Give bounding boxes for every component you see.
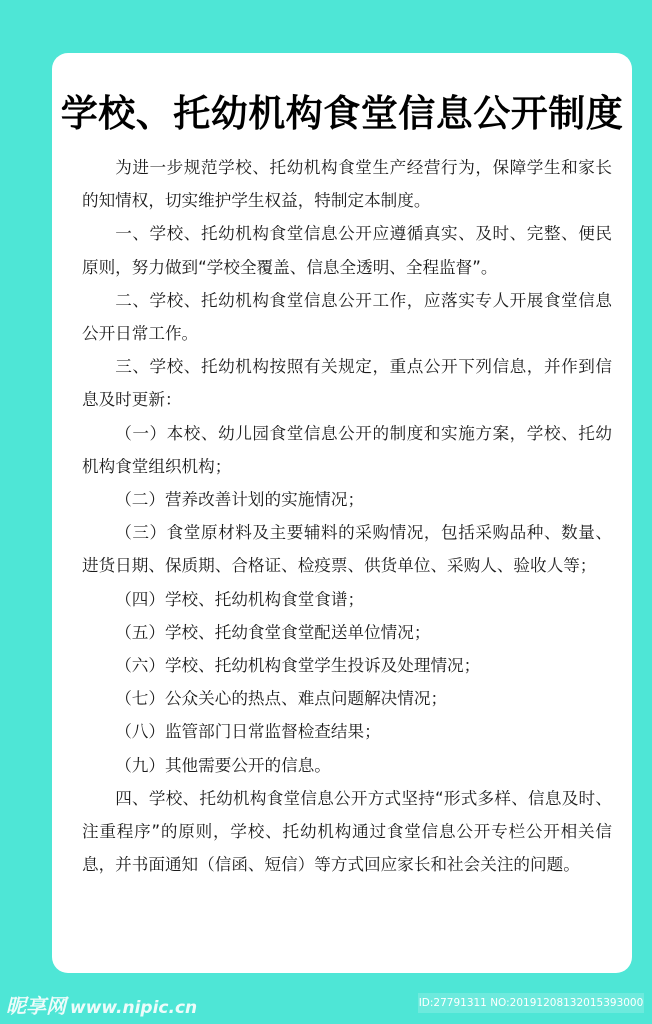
watermark-url: www.nipic.cn [70, 998, 198, 1018]
clause-3-item-2: （二）营养改善计划的实施情况； [115, 490, 365, 510]
clause-3-item-9: （九）其他需要公开的信息。 [115, 755, 331, 775]
clause-1: 一、学校、托幼机构食堂信息公开应遵循真实、及时、完整、便民原则，努力做到“学校全覆盖、信息全透明、全程监督”。 [82, 224, 612, 277]
clause-3-item-1: （一）本校、幼儿园食堂信息公开的制度和实施方案，学校、托幼机构食堂组织机构； [82, 423, 612, 476]
intro-paragraph: 为进一步规范学校、托幼机构食堂生产经营行为，保障学生和家长的知情权，切实维护学生权益，特制定本制度。 [82, 158, 612, 211]
clause-3-item-5: （五）学校、托幼食堂食堂配送单位情况； [115, 622, 431, 642]
clause-3-item-3: （三）食堂原材料及主要辅料的采购情况，包括采购品种、数量、进货日期、保质期、合格证、检疫票、供货单位、采购人、验收人等； [82, 523, 612, 576]
watermark-brand: 昵享网 [6, 994, 66, 1018]
clause-3-item-7: （七）公众关心的热点、难点问题解决情况； [115, 689, 448, 709]
notice-body [82, 151, 612, 881]
clause-3: 三、学校、托幼机构按照有关规定，重点公开下列信息，并作到信息及时更新： [82, 357, 612, 410]
clause-2: 二、学校、托幼机构食堂信息公开工作，应落实专人开展食堂信息公开日常工作。 [82, 290, 612, 344]
page-title: 学校、托幼机构食堂信息公开制度 [60, 92, 624, 135]
clause-4: 四、学校、托幼机构食堂信息公开方式坚持“形式多样、信息及时、注重程序”的原则，学校、托幼机构通过食堂信息公开专栏公开相关信息，并书面通知（信函、短信）等方式回应家长和社会关注的问题。 [82, 788, 612, 875]
watermark-logo [6, 990, 197, 1019]
clause-3-item-6: （六）学校、托幼机构食堂学生投诉及处理情况； [115, 656, 481, 676]
image-id-bar: ID:27791311 NO:20191208132015393000 [418, 993, 644, 1013]
clause-3-item-8: （八）监管部门日常监督检查结果； [115, 722, 381, 742]
clause-3-item-4: （四）学校、托幼机构食堂食谱； [115, 589, 365, 609]
notice-card [52, 53, 632, 973]
